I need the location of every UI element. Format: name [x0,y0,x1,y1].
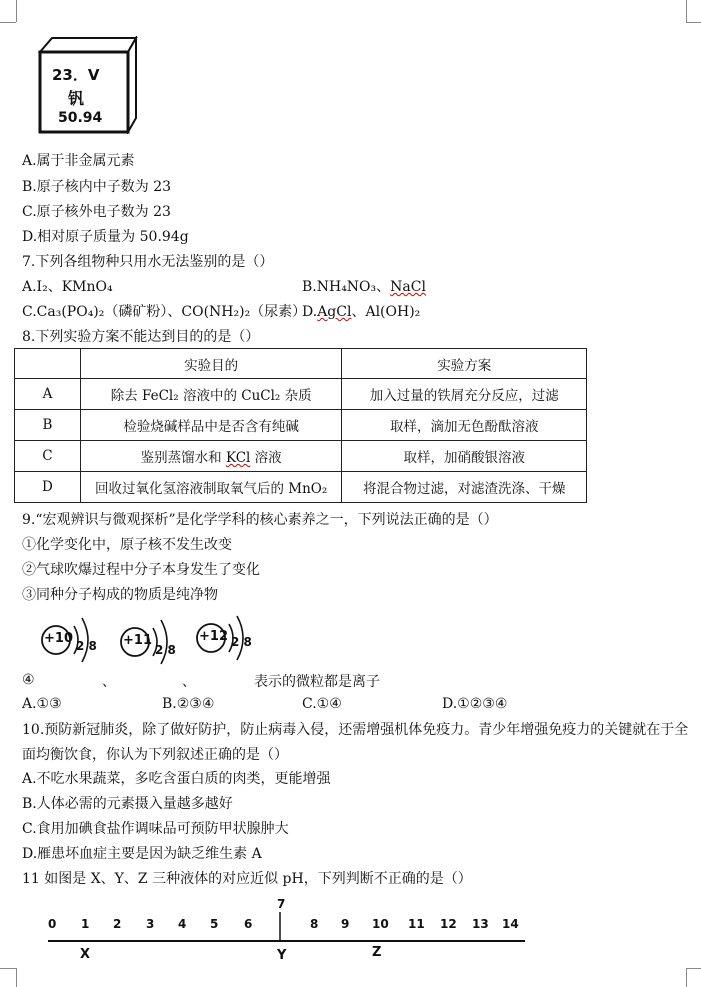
ph-tick-11: 11 [408,917,425,931]
q10-stem-line2: 面均衡饮食，你认为下列叙述正确的是（） [22,747,288,763]
q10-option-b: B.人体必需的元素摄入量越多越好 [22,796,233,812]
ion-3-nucleus: +12 [199,629,228,644]
q9-statement-4-suffix: 表示的微粒都是离子 [254,674,380,690]
q9-separator-2: 、 [182,674,196,690]
q9-statement-3: ③同种分子构成的物质是纯净物 [22,587,218,603]
ph-tick-2: 2 [113,917,122,931]
q6-option-b: B.原子核内中子数为 23 [22,179,172,195]
q6-option-a: A.属于非金属元素 [22,153,135,169]
q6-option-d: D.相对原子质量为 50.94g [22,229,189,245]
q10-stem-line1: 10.预防新冠肺炎，除了做好防护，防止病毒入侵，还需增强机体免疫力。青少年增强免疫力的关键就在于全 [22,722,689,738]
ph-tick-6: 6 [244,917,253,931]
q9-statement-1: ①化学变化中，原子核不发生改变 [22,537,232,553]
ion-2-nucleus: +11 [123,633,152,648]
ph-tick-0: 0 [48,917,57,931]
element-number-symbol: 23．V [52,66,100,84]
q9-statement-4-prefix: ④ [22,672,35,688]
ion-1-nucleus: +10 [44,631,73,646]
row-label: B [15,410,81,441]
ph-tick-3: 3 [146,917,155,931]
ph-tick-8: 8 [310,917,319,931]
ph-label-z: Z [372,945,382,960]
q6-option-c: C.原子核外电子数为 23 [22,204,171,220]
q7-option-d-prefix: D. [302,304,318,320]
element-mass: 50.94 [58,110,103,126]
q9-option-d: D.①②③④ [442,696,508,712]
row-purpose: 检验烧碱样品中是否含有纯碱 [80,410,342,441]
ph-tick-9: 9 [341,917,350,931]
q7-option-c: C.Ca₃(PO₄)₂（磷矿粉）、CO(NH₂)₂（尿素） [22,304,307,320]
row-purpose: 回收过氧化氢溶液制取氧气后的 MnO₂ [80,472,342,503]
q9-stem: 9.“宏观辨识与微观探析”是化学学科的核心素养之一，下列说法正确的是（） [22,512,498,528]
ph-tick-12: 12 [440,917,457,931]
q7-option-d-underlined: AgCl [317,304,352,320]
ph-label-x: X [80,947,91,962]
row-purpose-prefix: 鉴别蒸馏水和 [140,450,226,466]
ion-1-shells: 2 8 [76,639,97,653]
q7-option-b-underlined: NaCl [390,279,426,295]
row-plan: 取样，滴加无色酚酞溶液 [342,410,587,441]
ph-tick-4: 4 [178,917,187,931]
ph-tick-10: 10 [372,917,389,931]
table-header-plan: 实验方案 [342,349,587,379]
ph-tick-7: 7 [277,897,286,911]
ion-2-shells: 2 8 [155,643,176,657]
q10-option-a: A.不吃水果蔬菜，多吃含蛋白质的肉类，更能增强 [22,771,331,787]
q8-stem: 8.下列实验方案不能达到目的的是（） [22,329,260,345]
q9-option-c: C.①④ [302,696,342,712]
ph-tick-14: 14 [502,917,519,931]
row-plan: 加入过量的铁屑充分反应，过滤 [342,379,587,410]
row-label: C [15,441,81,472]
ph-tick-13: 13 [472,917,489,931]
q11-stem: 11 如图是 X、Y、Z 三种液体的对应近似 pH，下列判断不正确的是（） [22,871,472,887]
row-purpose-underlined: KCl [225,450,251,466]
q10-option-c: C.食用加碘食盐作调味品可预防甲状腺肿大 [22,821,289,837]
q10-option-d: D.雁患坏血症主要是因为缺乏维生素 A [22,846,262,862]
row-label: A [15,379,81,410]
row-plan: 将混合物过滤，对滤渣洗涤、干燥 [342,472,587,503]
q9-statement-2: ②气球吹爆过程中分子本身发生了变化 [22,562,260,578]
ph-tick-1: 1 [81,917,90,931]
q9-option-b: B.②③④ [162,696,215,712]
row-plan: 取样，加硝酸银溶液 [342,441,587,472]
ion-3-shells: 2 8 [231,635,252,649]
q7-stem: 7.下列各组物种只用水无法鉴别的是（） [22,254,274,270]
ph-tick-5: 5 [210,917,219,931]
q7-option-b-prefix: B.NH₄NO₃、 [302,279,391,295]
q7-option-a: A.I₂、KMnO₄ [22,279,113,295]
q9-separator-1: 、 [102,674,116,690]
q7-option-d-suffix: 、Al(OH)₂ [351,304,421,320]
row-purpose: 除去 FeCl₂ 溶液中的 CuCl₂ 杂质 [80,379,342,410]
table-header-purpose: 实验目的 [80,349,342,379]
ph-label-y: Y [277,948,287,963]
q9-option-a: A.①③ [22,696,62,712]
element-name: 钒 [68,89,85,108]
row-label: D [15,472,81,503]
row-purpose-suffix: 溶液 [250,450,282,466]
